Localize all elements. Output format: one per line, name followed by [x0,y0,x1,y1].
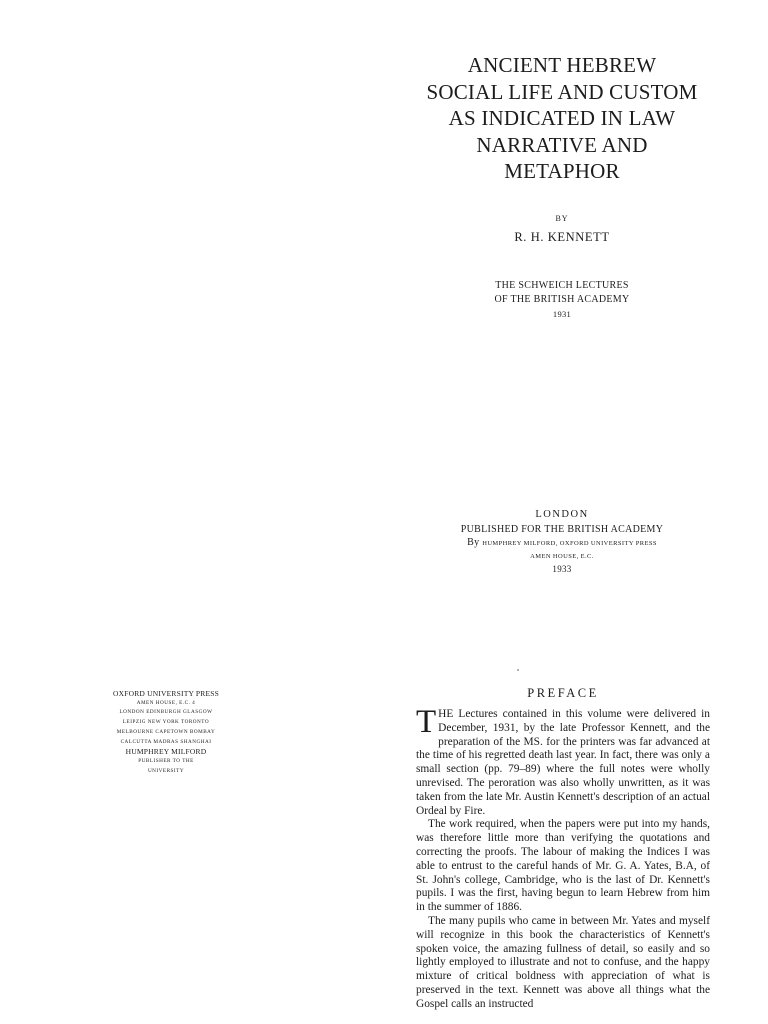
imprint-year: 1933 [552,564,572,574]
colophon-line: PUBLISHER TO THE [138,757,194,764]
imprint-by: By [467,537,480,548]
publisher-imprint [400,508,724,576]
imprint-address: AMEN HOUSE, E.C. [530,553,594,560]
colophon-line: HUMPHREY MILFORD [125,747,207,757]
preface-paragraph: The many pupils who came in between Mr. Yates and myself will recognize in this book the characteristics of Kennett's spoken voice, the amazing fullness of detail, so easily and so lightly employed to illustrate and not to confuse, and the happy mixture of critical boldness with appreciation of what is preserved in the text. Kennett was above all things what the Gospel calls an instructed [416,914,710,1010]
drop-cap: T [416,704,437,740]
imprint-publisher: HUMPHREY MILFORD, OXFORD UNIVERSITY PRESS [482,540,657,547]
preface-body [416,704,710,1012]
imprint-city: LONDON [535,509,589,520]
lecture-year: 1931 [552,309,572,319]
author-name: R. H. KENNETT [514,230,610,244]
title-line: SOCIAL LIFE AND CUSTOM [426,79,698,104]
title-line: AS INDICATED IN LAW [448,106,676,130]
title-line: NARRATIVE AND [476,132,648,157]
colophon-line: LEIPZIG NEW YORK TORONTO [122,719,210,726]
preface-paragraph: The work required, when the papers were put into my hands, was therefore little more than verifying the quotations and correcting the proofs. The labour of making the Indices I was able to entrust to the careful hands of Mr. G. A. Yates, B.A, of St. John's college, Cambridge, who is the last of Dr. Kennett's pupils. I was the first, having begun to learn Hebrew from him in the summer of 1886. [416,818,710,914]
colophon-line: OXFORD UNIVERSITY PRESS [112,689,219,698]
imprint-published-for: PUBLISHED FOR THE BRITISH ACADEMY [460,524,664,535]
title-line: METAPHOR [504,159,620,183]
colophon-line: AMEN HOUSE, E.C. 4 [136,699,196,706]
colophon-line: LONDON EDINBURGH GLASGOW [119,709,213,716]
paragraph-text: HE Lectures contained in this volume were delivered in December, 1931, by the late Professor Kennett, and the preparation of the MS. for the printers was far advanced at the time of his regretted death last year. In fact, there was only a small section (pp. 79–89) where the full notes were wholly unrevised. The peroration was also wholly unwritten, as it was taken from the late Mr. Austin Kennett's description of an actual Ordeal by Fire. [416,708,710,817]
lecture-line: THE SCHWEICH LECTURES [495,280,629,291]
oup-colophon [86,689,246,776]
lecture-series [400,279,724,321]
colophon-line: UNIVERSITY [147,767,185,774]
colophon-line: CALCUTTA MADRAS SHANGHAI [120,738,212,745]
lecture-line: OF THE BRITISH ACADEMY [494,294,630,305]
title-line: ANCIENT HEBREW [467,53,657,77]
imprint-publisher-line [400,536,724,550]
colophon-line: MELBOURNE CAPETOWN BOMBAY [116,728,216,735]
preface-paragraph [416,704,710,818]
by-label: BY [555,214,569,223]
page-mark [517,669,519,671]
preface-heading: PREFACE [527,686,599,700]
book-title [400,52,724,185]
